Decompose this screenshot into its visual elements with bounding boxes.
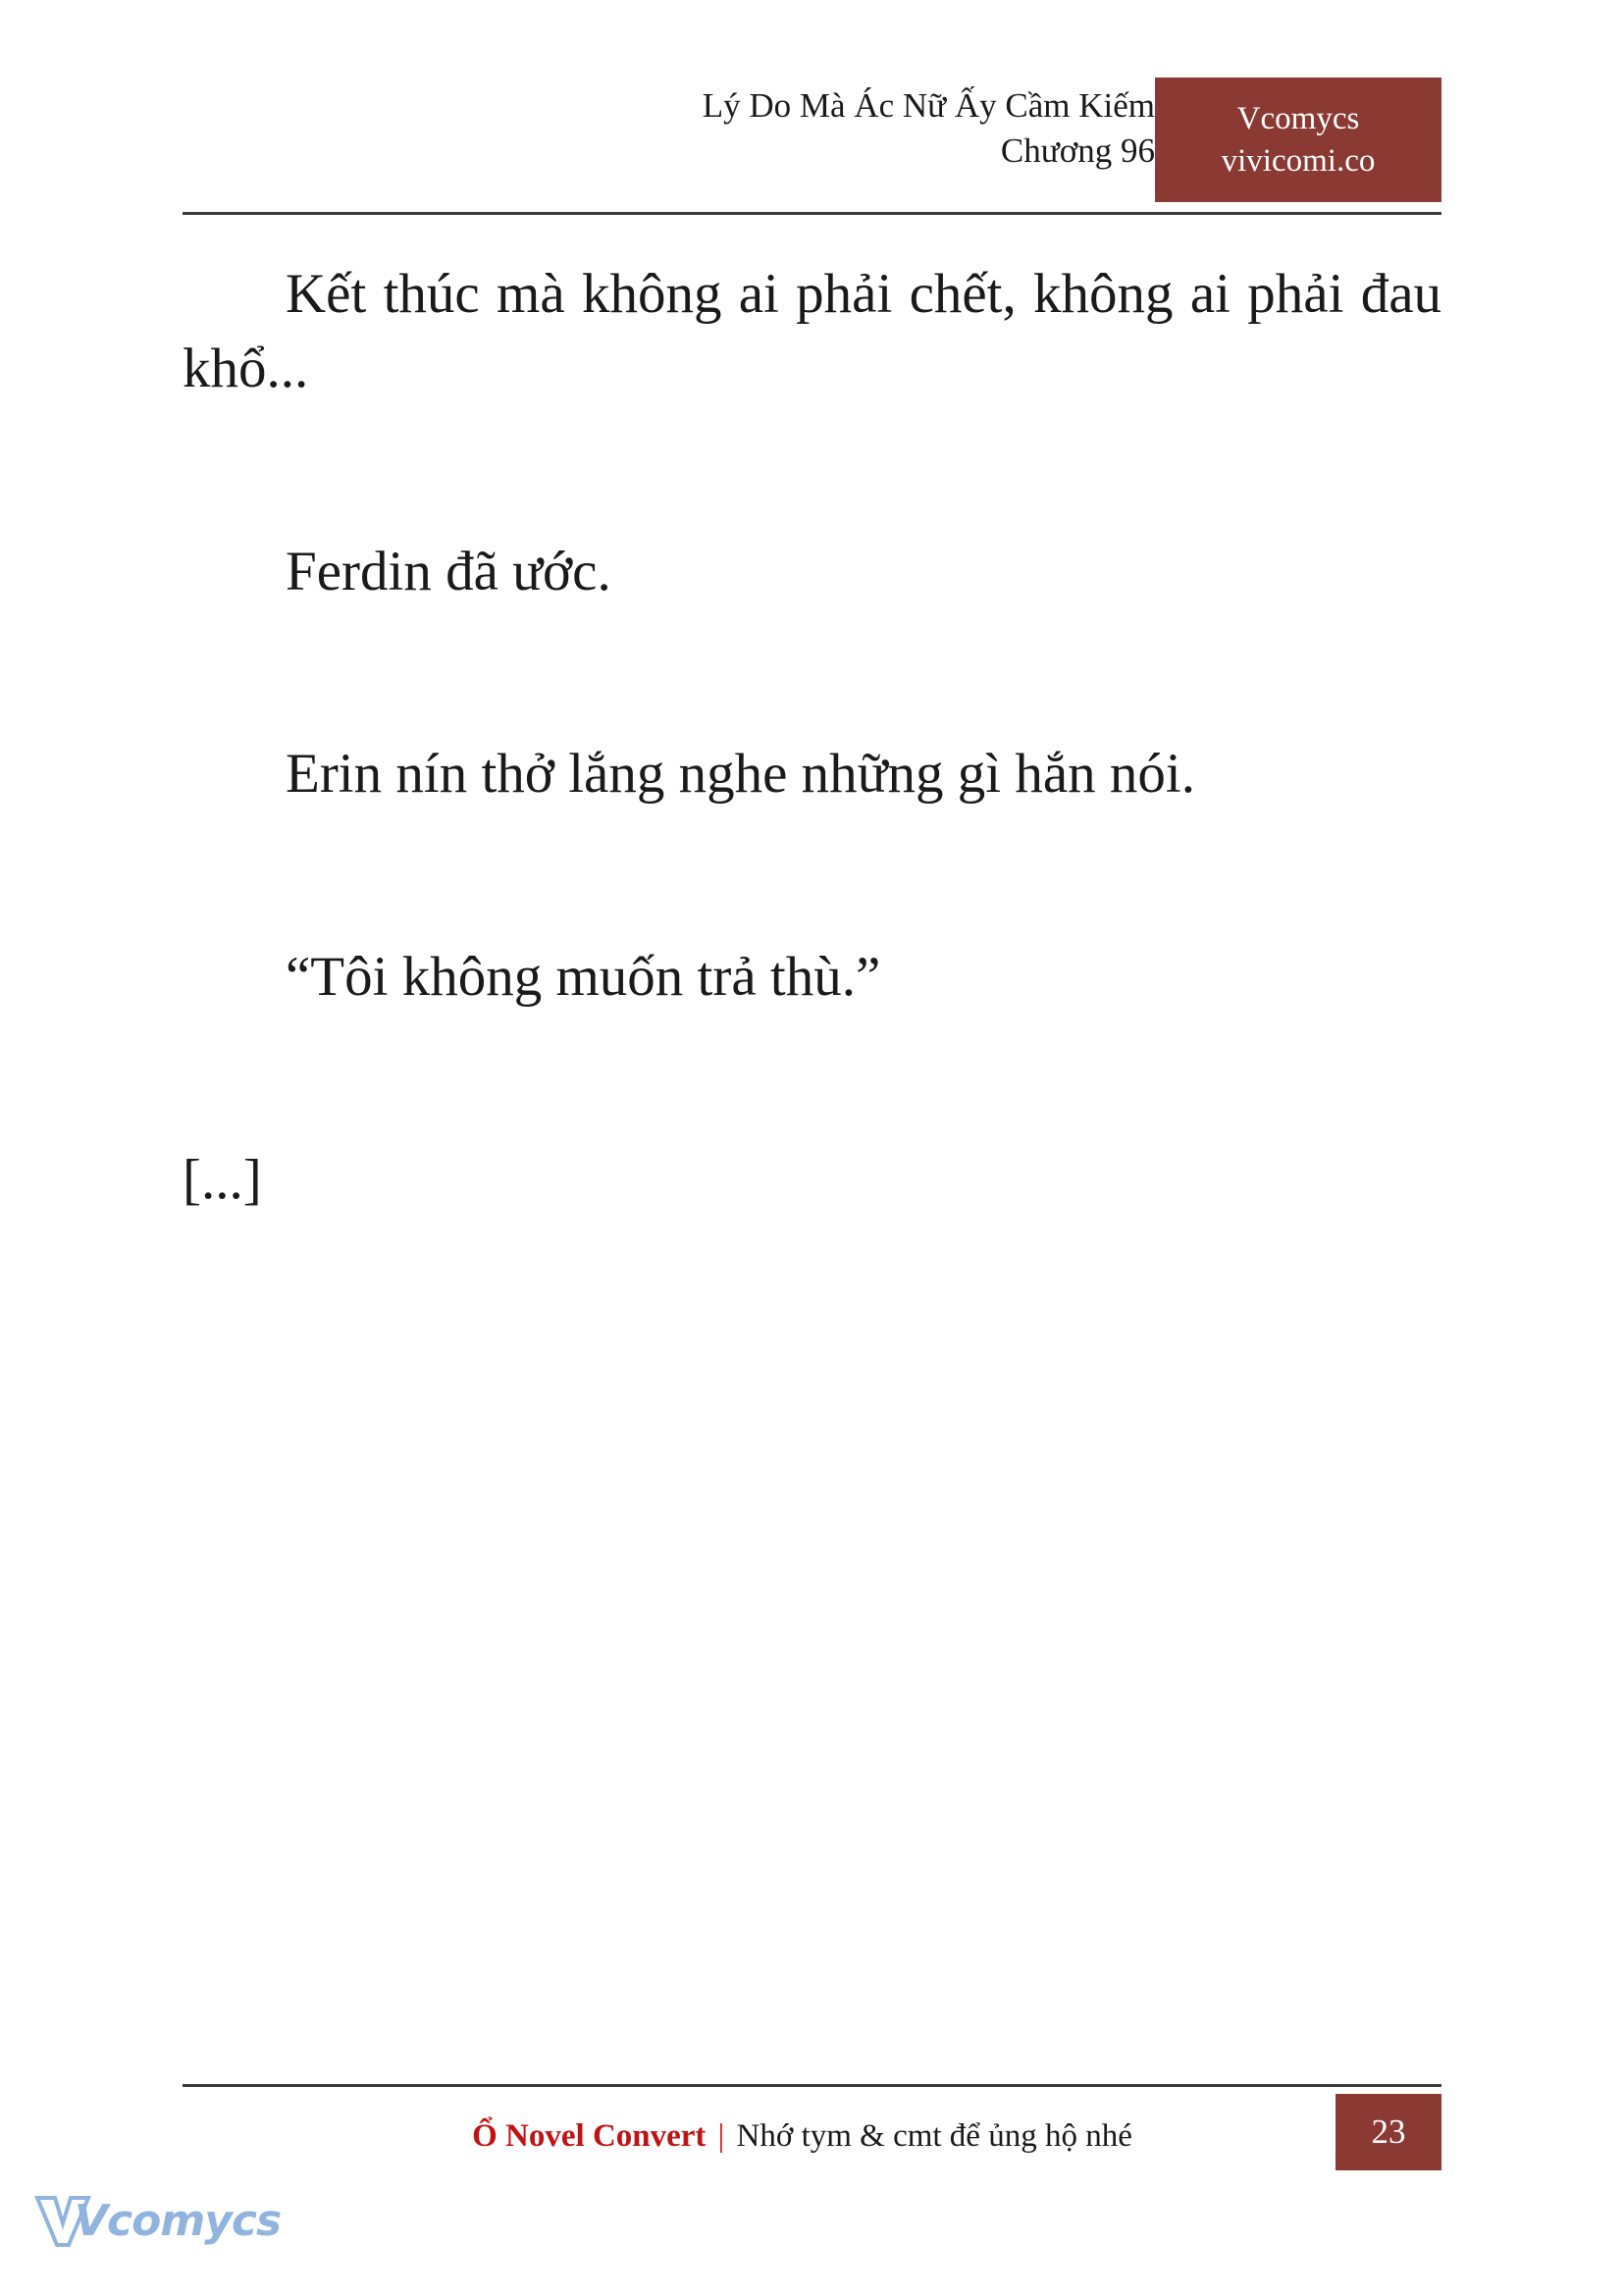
page-content	[183, 257, 1441, 1218]
site-badge-url: vivicomi.co	[1221, 142, 1376, 179]
site-badge-name: Vcomycs	[1236, 100, 1360, 136]
watermark-label: Vcomycs	[75, 2196, 282, 2246]
paragraph-spacer	[183, 711, 1441, 737]
paragraph-spacer	[183, 914, 1441, 940]
footer-content	[183, 2102, 1441, 2170]
footer-note: Nhớ tym & cmt để ủng hộ nhé	[736, 2117, 1132, 2154]
header-divider	[183, 212, 1441, 215]
footer-brand: Ổ Novel Convert	[472, 2117, 707, 2154]
chapter-label: Chương 96	[1000, 131, 1155, 171]
header-title	[703, 83, 1155, 174]
paragraph-spacer	[183, 1118, 1441, 1143]
page-header	[183, 83, 1441, 216]
paragraph: Kết thúc mà không ai phải chết, không ai phải đau khổ...	[183, 263, 1441, 399]
paragraph-spacer	[183, 509, 1441, 535]
page-footer	[183, 2084, 1441, 2170]
footer-divider	[183, 2084, 1441, 2087]
paragraph-ellipsis: [...]	[183, 1148, 262, 1211]
footer-credit	[472, 2117, 1152, 2154]
paragraph: Ferdin đã ước.	[286, 540, 611, 602]
paragraph-dialogue: “Tôi không muốn trả thù.”	[286, 946, 881, 1009]
footer-separator: |	[717, 2117, 725, 2154]
paragraph: Erin nín thở lắng nghe những gì hắn nói.	[286, 743, 1196, 806]
page-number-badge: 23	[1336, 2094, 1441, 2170]
vcomycs-watermark	[33, 2190, 282, 2280]
novel-title: Lý Do Mà Ác Nữ Ấy Cầm Kiếm	[702, 86, 1155, 125]
site-badge	[1155, 78, 1441, 202]
